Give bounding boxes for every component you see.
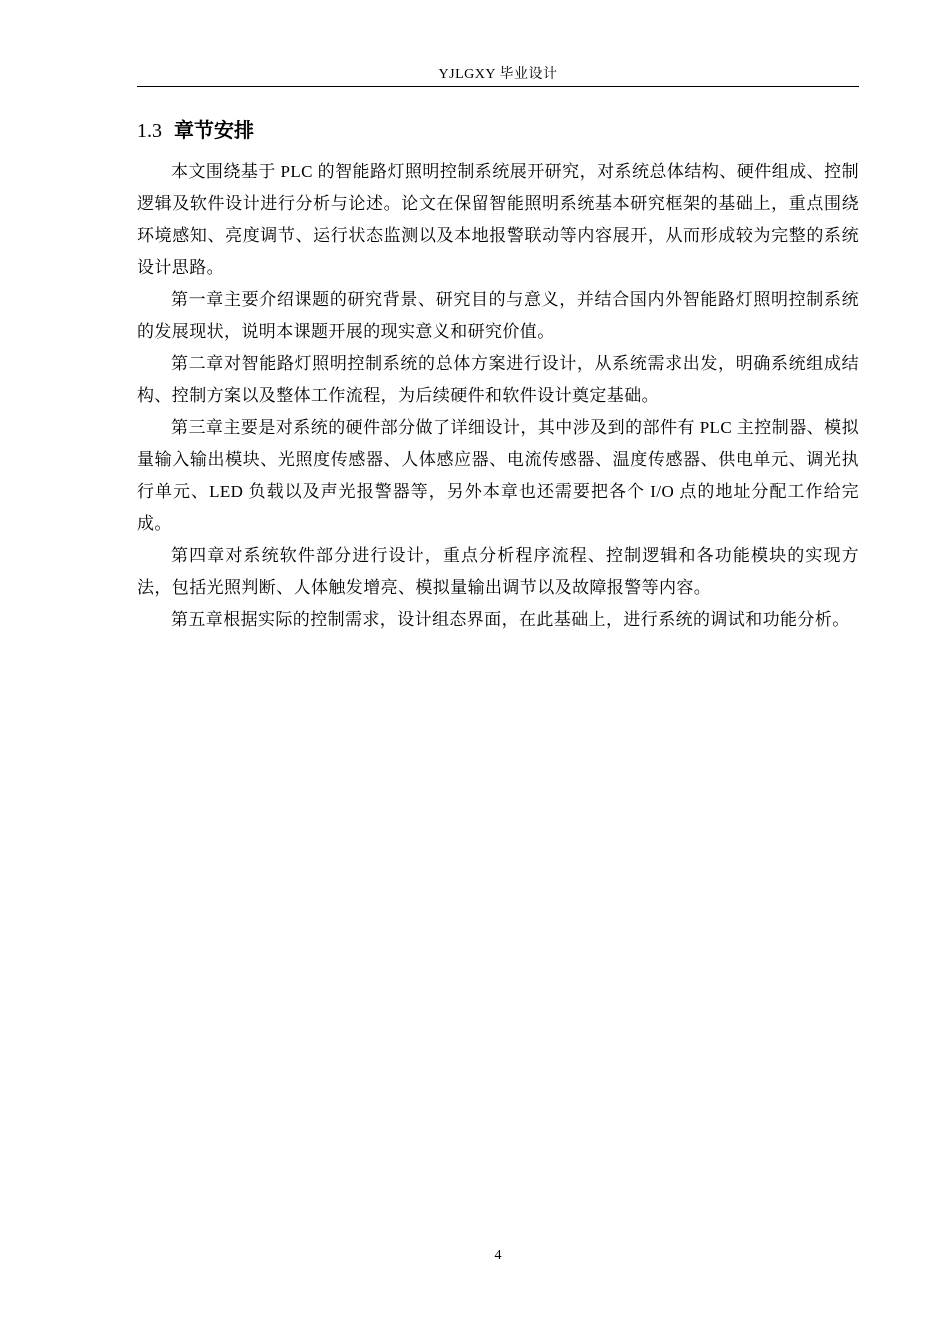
body-text — [137, 156, 859, 636]
section-heading — [137, 117, 254, 144]
page-number: 4 — [494, 1248, 502, 1263]
running-header: YJLGXY 毕业设计 — [438, 67, 558, 82]
paragraph-chapter-1: 第一章主要介绍课题的研究背景、研究目的与意义，并结合国内外智能路灯照明控制系统的发展现状，说明本课题开展的现实意义和研究价值。 — [137, 290, 859, 341]
paragraph-chapter-3: 第三章主要是对系统的硬件部分做了详细设计，其中涉及到的部件有 PLC 主控制器、模拟量输入输出模块、光照度传感器、人体感应器、电流传感器、温度传感器、供电单元、调光执行单元、LED 负载以及声光报警器等，另外本章也还需要把各个 I/O 点的地址分配工作给完成。 — [137, 418, 859, 533]
paragraph-chapter-2: 第二章对智能路灯照明控制系统的总体方案进行设计，从系统需求出发，明确系统组成结构、控制方案以及整体工作流程，为后续硬件和软件设计奠定基础。 — [137, 354, 859, 405]
section-number: 1.3 — [137, 120, 162, 142]
section-title: 章节安排 — [174, 118, 254, 142]
paragraph-chapter-4: 第四章对系统软件部分进行设计，重点分析程序流程、控制逻辑和各功能模块的实现方法，包括光照判断、人体触发增亮、模拟量输出调节以及故障报警等内容。 — [137, 546, 859, 597]
paragraph-intro: 本文围绕基于 PLC 的智能路灯照明控制系统展开研究，对系统总体结构、硬件组成、控制逻辑及软件设计进行分析与论述。论文在保留智能照明系统基本研究框架的基础上，重点围绕环境感知、亮度调节、运行状态监测以及本地报警联动等内容展开，从而形成较为完整的系统设计思路。 — [137, 162, 859, 277]
paragraph-chapter-5: 第五章根据实际的控制需求，设计组态界面，在此基础上，进行系统的调试和功能分析。 — [171, 610, 850, 629]
header-divider — [137, 86, 859, 87]
